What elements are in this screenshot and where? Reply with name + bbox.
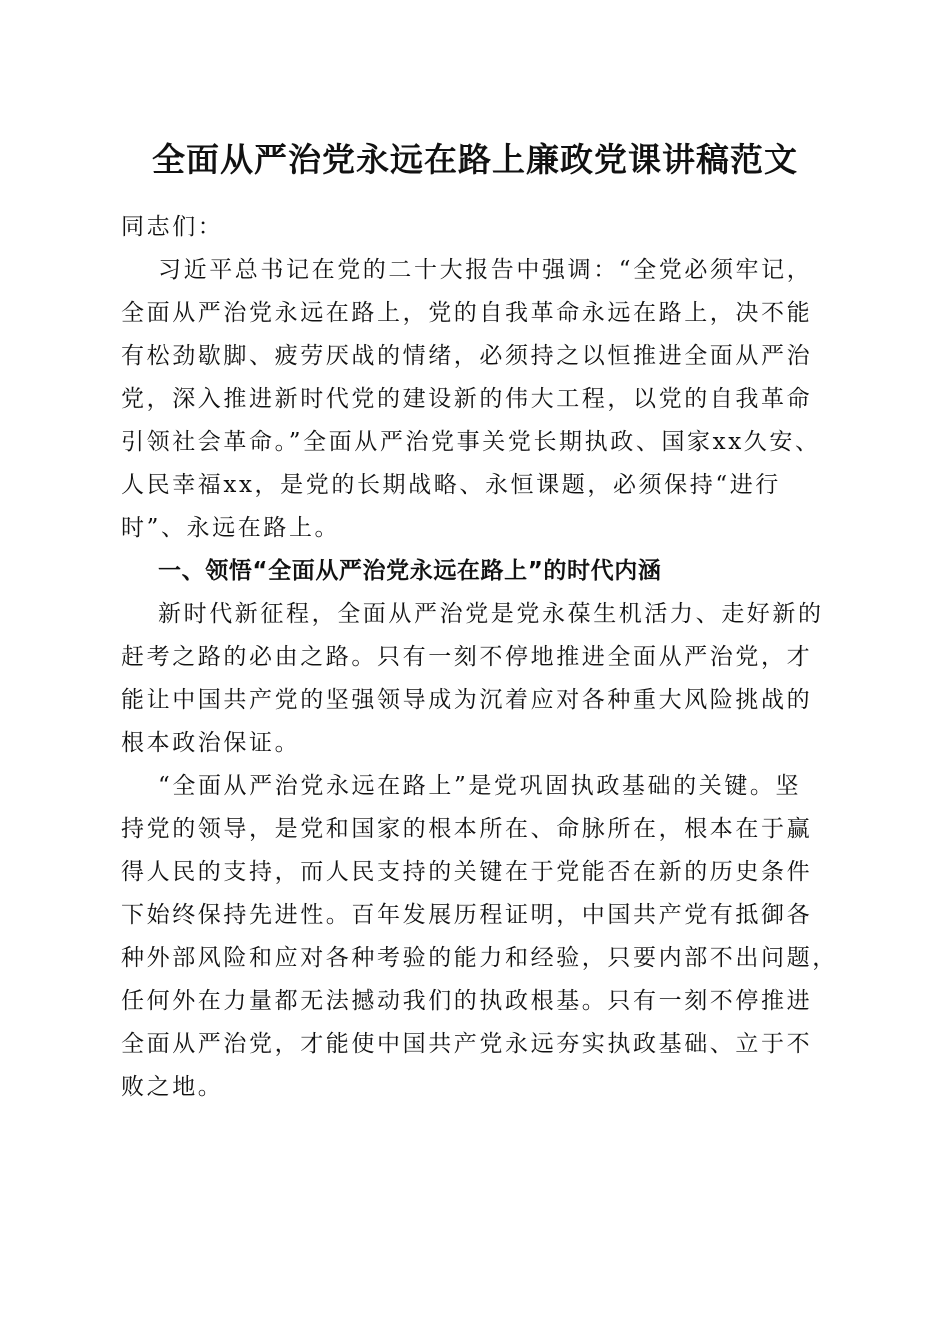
paragraph-3	[121, 765, 838, 1109]
paragraph-line: 引领社会革命。”全面从严治党事关党长期执政、国家xx久安、	[121, 429, 821, 455]
document-title: 全面从严治党永远在路上廉政党课讲稿范文	[152, 140, 798, 179]
section-heading: 一、领悟“全面从严治党永远在路上”的时代内涵	[158, 558, 662, 584]
salutation: 同志们：	[121, 214, 224, 240]
paragraph-line: 人民幸福xx，是党的长期战略、永恒课题，必须保持“进行	[121, 472, 781, 498]
paragraph-line: 能让中国共产党的坚强领导成为沉着应对各种重大风险挑战的	[121, 687, 813, 713]
document-body	[121, 206, 838, 1109]
paragraph-line: 任何外在力量都无法撼动我们的执政根基。只有一刻不停推进	[121, 988, 813, 1014]
paragraph-2	[121, 593, 831, 765]
paragraph-line: 得人民的支持，而人民支持的关键在于党能否在新的历史条件	[121, 859, 813, 885]
paragraph-line: 持党的领导，是党和国家的根本所在、命脉所在，根本在于赢	[121, 816, 813, 842]
paragraph-line: 根本政治保证。	[121, 730, 301, 756]
paragraph-line: 时”、永远在路上。	[121, 515, 341, 541]
paragraph-line: 习近平总书记在党的二十大报告中强调：“全党必须牢记，	[158, 257, 813, 283]
paragraph-line: 败之地。	[121, 1074, 224, 1100]
paragraph-line: 全面从严治党永远在路上，党的自我革命永远在路上，决不能	[121, 300, 813, 326]
paragraph-line: 党，深入推进新时代党的建设新的伟大工程，以党的自我革命	[121, 386, 813, 412]
paragraph-line: 新时代新征程，全面从严治党是党永葆生机活力、走好新的	[158, 601, 824, 627]
paragraph-1	[121, 249, 831, 550]
paragraph-line: 全面从严治党，才能使中国共产党永远夯实执政基础、立于不	[121, 1031, 813, 1057]
paragraph-line: 种外部风险和应对各种考验的能力和经验，只要内部不出问题，	[121, 945, 838, 971]
paragraph-line: 有松劲歇脚、疲劳厌战的情绪，必须持之以恒推进全面从严治	[121, 343, 813, 369]
paragraph-line: “全面从严治党永远在路上”是党巩固执政基础的关键。坚	[158, 773, 802, 799]
paragraph-line: 下始终保持先进性。百年发展历程证明，中国共产党有抵御各	[121, 902, 813, 928]
paragraph-line: 赶考之路的必由之路。只有一刻不停地推进全面从严治党，才	[121, 644, 813, 670]
